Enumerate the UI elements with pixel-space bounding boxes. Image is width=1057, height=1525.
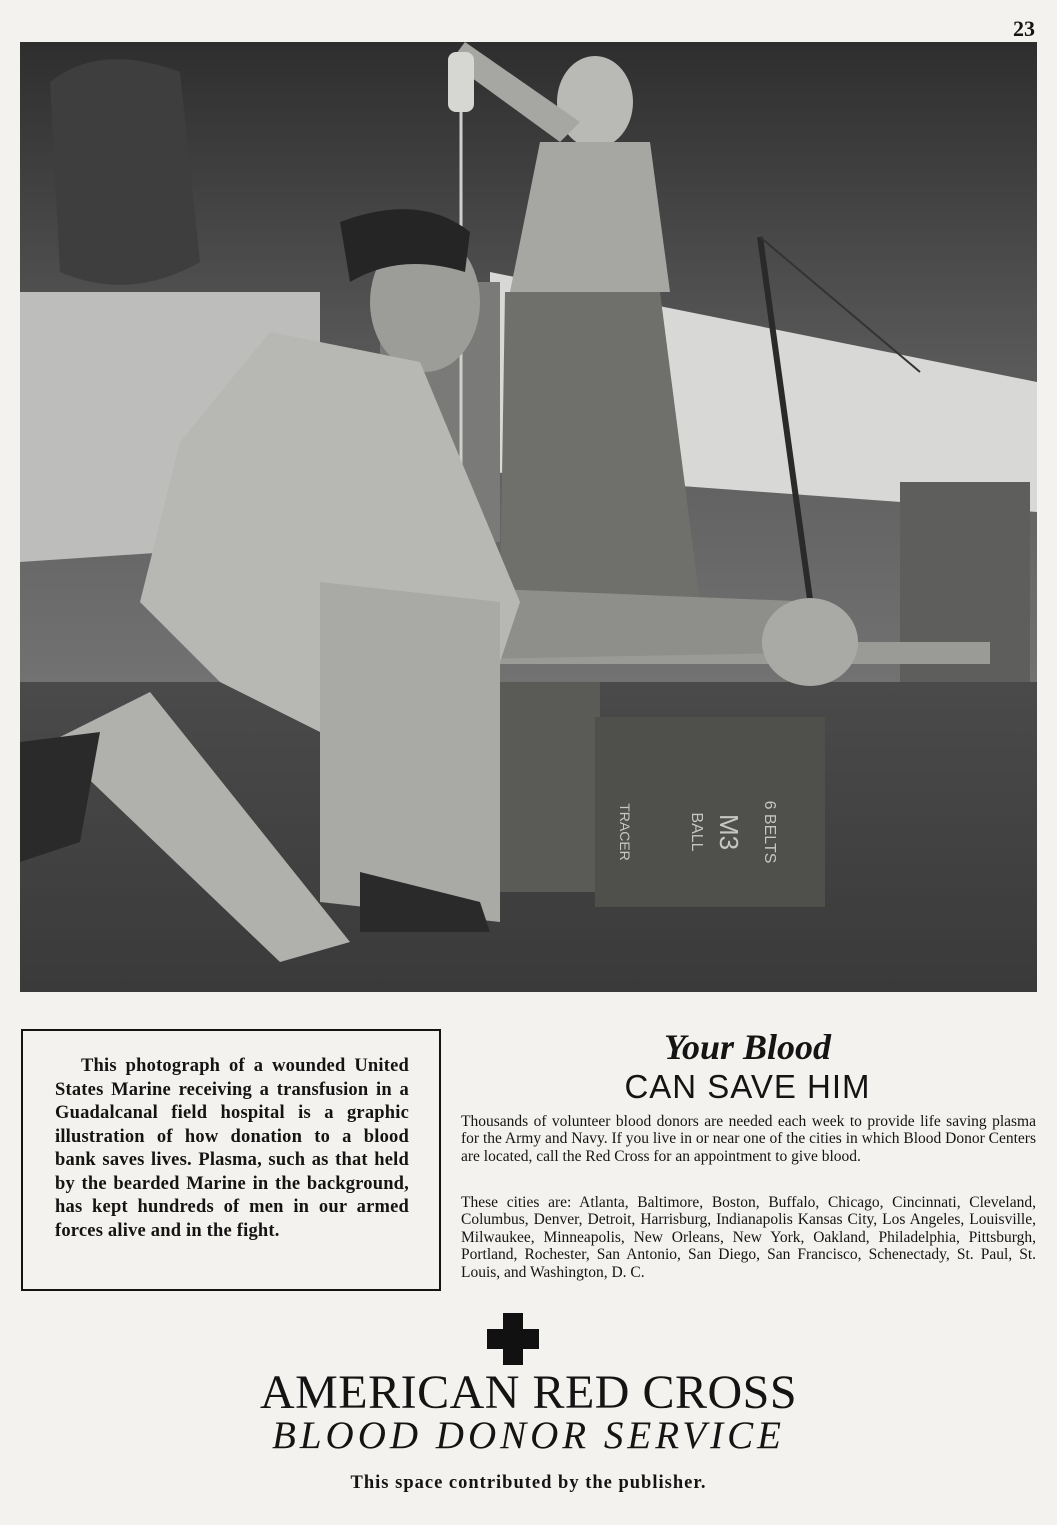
headline-your-blood: Your Blood [663,1027,832,1067]
hanging-pack [50,59,200,285]
wounded-marine-head [762,598,858,686]
medic-legs [320,582,500,922]
crate-stencil-tracer: TRACER [617,803,633,861]
crate-stencil-m3: M3 [714,813,744,851]
photograph-illustration [20,42,1037,992]
crate-stencil-ball: BALL [688,812,705,852]
page-number: 23 [1013,16,1035,41]
red-cross-icon [487,1313,539,1365]
headline-can-save-him: CAN SAVE HIM [624,1068,871,1105]
footer-publisher-note: This space contributed by the publisher. [350,1473,707,1493]
photo-caption-box [21,1029,441,1291]
right-shelf [900,482,1030,702]
field-hospital-photograph [20,42,1037,992]
crate-stencil-belts: 6 BELTS [761,800,778,864]
footer-organization-title: AMERICAN RED CROSS [259,1366,798,1419]
standing-marine-head [557,56,633,148]
body-paragraph-cities: These cities are: Atlanta, Baltimore, Boston, Buffalo, Chicago, Cincinnati, Cleveland, Columbus, Denver, Detroit, Harrisburg, Indianapolis Kansas City, Los Angeles, Louisville, Milwaukee, Minneapolis, New Orleans, New York, Oakland, Philadelphia, Pittsburgh, Portland, Rochester, San Antonio, San Diego, San Francisco, Schenectady, St. Paul, St. Louis, and Washington, D. C. [461,1194,1036,1281]
plasma-bottle [448,52,474,112]
body-paragraph-donors: Thousands of volunteer blood donors are needed each week to provide life saving plasma for the Army and Navy. If you live in or near one of the cities in which Blood Donor Centers are located, call the Red Cross for an appointment to give blood. [461,1113,1036,1165]
photo-caption: This photograph of a wounded United States Marine receiving a transfusion in a Guadalcanal field hospital is a graphic illustration of how donation to a blood bank saves lives. Plasma, such as that held by the bearded Marine in the background, has kept hundreds of men in our armed forces alive and in the fight. [55,1056,409,1241]
footer-service-subtitle: BLOOD DONOR SERVICE [272,1414,785,1457]
